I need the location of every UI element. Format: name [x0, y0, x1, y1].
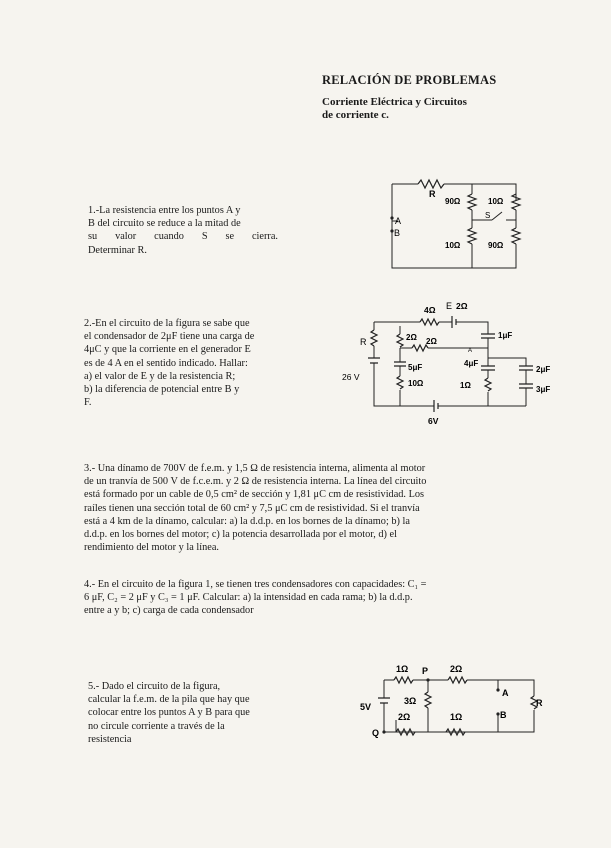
resistor-R	[371, 330, 377, 346]
label-Q: Q	[372, 728, 380, 738]
battery-26V	[368, 358, 380, 363]
problem-line: B del circuito se reduce a la mitad de	[88, 218, 241, 230]
resistor-2-ohm-bot	[396, 729, 415, 735]
problem-2	[84, 317, 288, 409]
problem-line: 4μC y que la corriente en el generador E	[84, 344, 251, 356]
page-title: RELACIÓN DE PROBLEMAS	[322, 73, 497, 87]
problem-line: entre a y b; c) carga de cada condensador	[84, 605, 254, 617]
subtitle-line-1: Corriente Eléctrica y Circuitos	[322, 96, 467, 108]
capacitor-5uF	[394, 362, 406, 366]
problem-line: raíles tienen una sección total de 60 cm² y 7,5 μC cm de resistividad. Si el tranvía	[84, 502, 420, 514]
problem-line: 3.- Una dínamo de 700V de f.e.m. y 1,5 Ω de resistencia interna, alimenta al motor	[84, 463, 426, 474]
problem-line: F.	[84, 397, 92, 409]
battery-5V	[378, 698, 390, 703]
circuit-1-diagram	[384, 176, 526, 274]
problem-line: b) la diferencia de potencial entre B y	[84, 384, 240, 396]
resistor-R	[418, 180, 444, 188]
label-R: R	[429, 189, 436, 199]
label-1-ohm-top: 1Ω	[396, 664, 409, 674]
label-node-A: A	[468, 348, 473, 354]
label-S: S	[485, 211, 491, 220]
capacitor-3uF	[519, 384, 533, 388]
label-2-ohm-top: 2Ω	[450, 664, 463, 674]
problem-line: 2.-En el circuito de la figura se sabe que	[84, 318, 250, 329]
document-header	[322, 73, 562, 122]
label-10-ohm: 10Ω	[408, 379, 424, 388]
problem-line: colocar entre los puntos A y B para que	[88, 707, 250, 719]
problem-line: su valor cuando S se cierra.	[88, 231, 278, 243]
label-2uF: 2μF	[536, 365, 551, 374]
label-A: A	[502, 688, 509, 698]
label-B: B	[500, 710, 507, 720]
problem-line: está a 4 km de la dínamo, calcular: a) la d.d.p. en los bornes de la dínamo; b) la	[84, 515, 410, 527]
resistor-2-ohm-a	[397, 334, 403, 347]
problem-4	[84, 578, 499, 618]
label-4uF: 4μF	[464, 359, 479, 368]
problem-line: calcular la f.e.m. de la pila que hay que	[88, 694, 250, 706]
label-2-ohm-top: 2Ω	[456, 301, 468, 311]
label-90-bot: 90Ω	[488, 241, 504, 250]
resistor-4-ohm	[420, 319, 439, 325]
resistor-10-ohm	[397, 376, 403, 389]
problem-line: Determinar R.	[88, 244, 147, 256]
resistor-90-top-left	[468, 194, 476, 210]
resistor-90-bot-right	[512, 228, 520, 244]
label-10-bot: 10Ω	[445, 241, 461, 250]
problem-line: es de 4 A en el sentido indicado. Hallar:	[84, 357, 248, 369]
label-2-ohm-a: 2Ω	[406, 333, 417, 342]
label-P: P	[422, 666, 429, 676]
resistor-3-ohm	[425, 692, 431, 708]
problem-line: 1.-La resistencia entre los puntos A y	[88, 205, 241, 216]
problem-line: de un tranvía de 500 V de f.c.e.m. y 2 Ω de resistencia interna. La línea del circuito	[84, 476, 427, 488]
resistor-1-ohm	[485, 378, 491, 391]
capacitor-4uF	[481, 366, 495, 370]
label-R: R	[536, 698, 543, 708]
problem-line: d.d.p. en los bornes del motor; c) la potencia desarrollada por el motor, d) el	[84, 529, 397, 541]
problem-line: a) el valor de E y de la resistencia R;	[84, 370, 236, 382]
resistor-10-bot-left	[468, 228, 476, 244]
label-1uF: 1μF	[498, 331, 513, 340]
problem-3	[84, 462, 499, 554]
label-10-top: 10Ω	[488, 197, 504, 206]
problem-line: 4.- En el circuito de la figura 1, se tienen tres condensadores con capacidades: C₁ =	[84, 579, 427, 590]
label-90-top: 90Ω	[445, 197, 461, 206]
problem-line: resistencia	[88, 733, 132, 745]
label-6V: 6V	[428, 416, 439, 426]
problem-line: 6 μF, C₂ = 2 μF y C₃ = 1 μF. Calcular: a) la intensidad en cada rama; b) la d.d.p.	[84, 592, 413, 604]
circuit-2-diagram	[338, 300, 551, 428]
label-5uF: 5μF	[408, 363, 423, 372]
battery-E	[452, 316, 456, 328]
problem-5	[88, 680, 296, 746]
resistor-1-ohm-bot	[446, 729, 465, 735]
label-4-ohm: 4Ω	[424, 305, 436, 315]
label-5V: 5V	[360, 702, 372, 712]
label-1-ohm-bot: 1Ω	[450, 712, 463, 722]
problem-line: está formado por un cable de 0,5 cm² de sección y 1,81 μC cm de resistividad. Los	[84, 489, 425, 501]
problem-line: rendimiento del motor y la línea.	[84, 542, 219, 554]
label-E: E	[446, 301, 453, 311]
problem-line: 5.- Dado el circuito de la figura,	[88, 681, 221, 692]
label-A: A	[395, 216, 402, 226]
circuit-5-diagram	[356, 660, 546, 744]
problem-1	[88, 204, 278, 257]
label-B: B	[394, 228, 401, 238]
resistor-2-ohm-top	[448, 677, 467, 683]
label-1-ohm: 1Ω	[460, 381, 471, 390]
capacitor-1uF	[481, 334, 495, 338]
problem-line: no circule corriente a través de la	[88, 720, 225, 732]
capacitor-2uF	[519, 366, 533, 370]
label-26V: 26 V	[342, 372, 360, 382]
resistor-1-ohm-top	[394, 677, 413, 683]
label-R: R	[360, 337, 367, 347]
label-3-ohm: 3Ω	[404, 696, 417, 706]
label-3uF: 3μF	[536, 385, 551, 394]
battery-6V	[434, 400, 438, 412]
subtitle-line-2: de corriente c.	[322, 109, 389, 121]
problem-line: el condensador de 2μF tiene una carga de	[84, 331, 255, 343]
label-2-ohm-bot: 2Ω	[398, 712, 411, 722]
label-2-ohm-b: 2Ω	[426, 337, 437, 346]
